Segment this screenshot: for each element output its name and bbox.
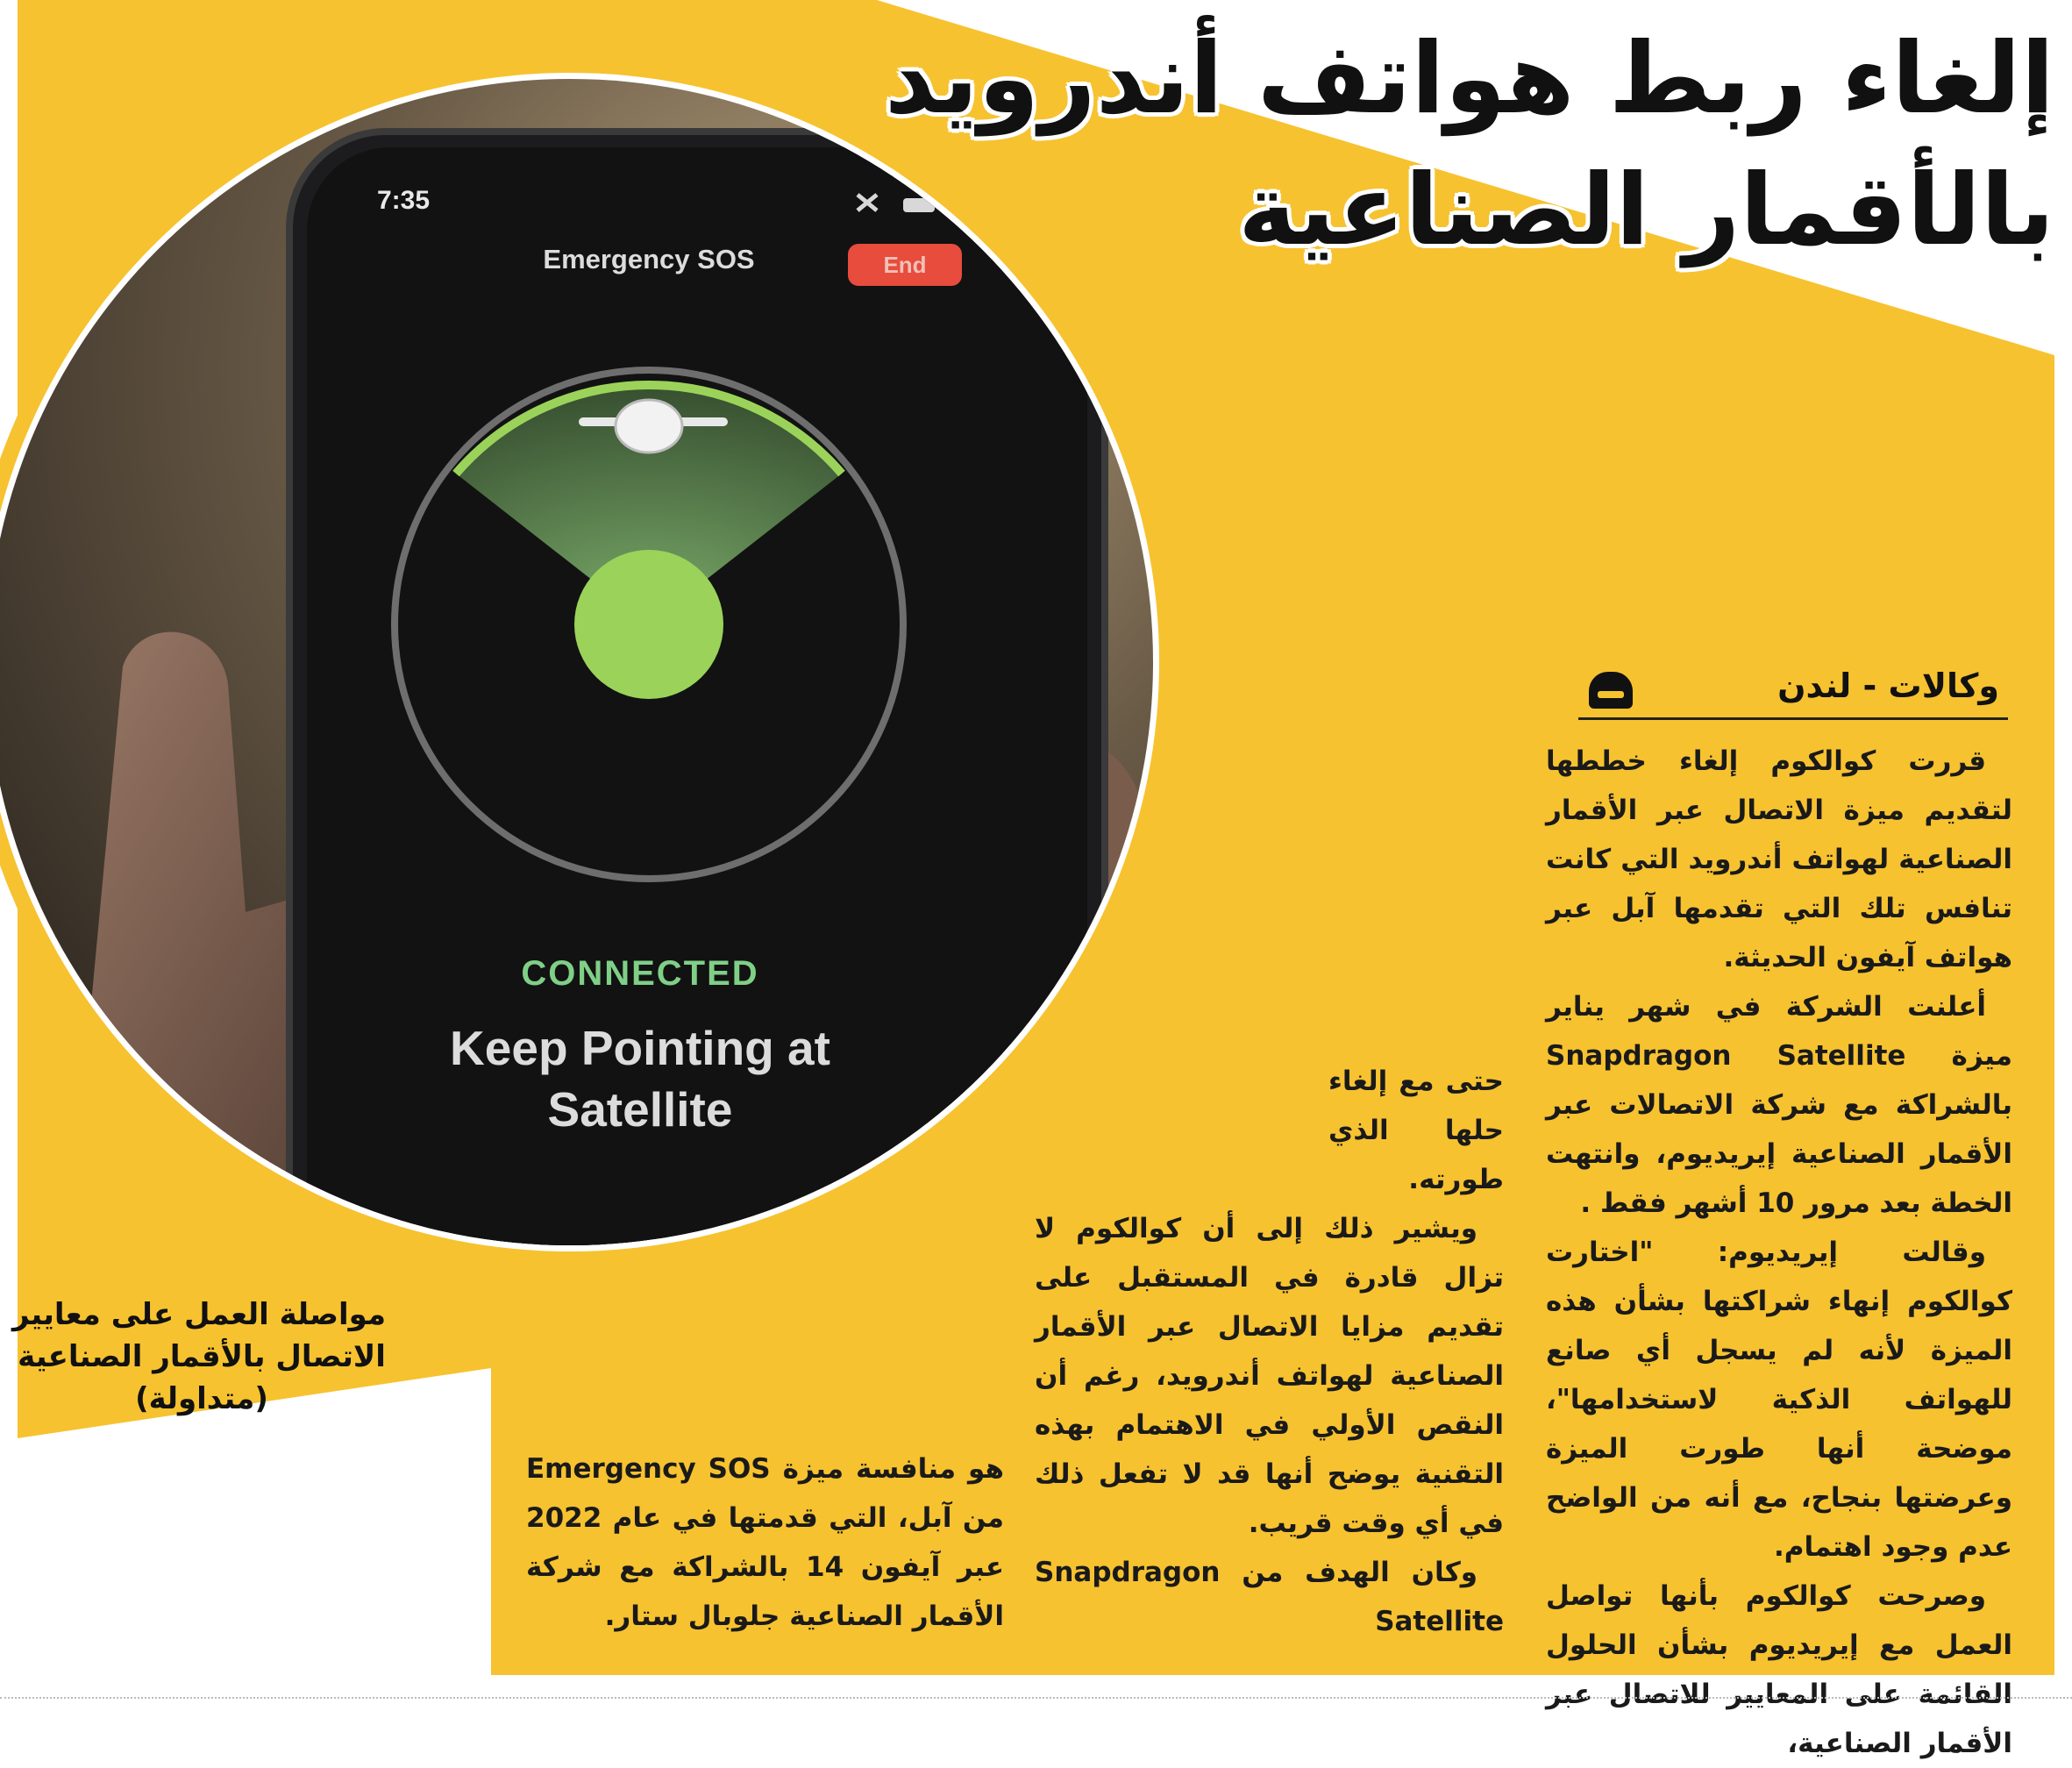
phone-message-line-1: Keep Pointing at bbox=[450, 1021, 830, 1075]
headline-line-1: إلغاء ربط هواتف أندرويد bbox=[884, 22, 2054, 136]
byline-text: وكالات - لندن bbox=[1777, 667, 1999, 705]
phone-message-line-2: Satellite bbox=[547, 1082, 733, 1137]
article-paragraph: وقالت إيريديوم: "اختارت كوالكوم إنهاء شراكتها بشأن هذه الميزة لأنه لم يسجل أي صانع للهواتف الذكية لاستخدامها"، موضحة أنها طورت الميزة وعرضتها بنجاح، مع أنه من الواضح عدم وجود اهتمام. bbox=[1546, 1237, 2012, 1563]
caption-line-1: مواصلة العمل على معايير bbox=[12, 1297, 386, 1332]
article-paragraph: حتى مع إلغاء حلها الذي طورته. bbox=[1328, 1066, 1504, 1195]
phone-status-time: 7:35 bbox=[377, 186, 431, 215]
article-paragraph: وصرحت كوالكوم بأنها تواصل العمل مع إيريديوم بشأن الحلول القائمة على المعايير للاتصال عبر الأقمار الصناعية، bbox=[1546, 1580, 2012, 1759]
byline bbox=[1578, 667, 2008, 720]
article-paragraph: ويشير ذلك إلى أن كوالكوم لا تزال قادرة في المستقبل على تقديم مزايا الاتصال عبر الأقمار الصناعية لهواتف أندرويد، رغم أن النقص الأولي في الاهتمام بهذه التقنية يوضح أنها قد لا تفعل ذلك في أي وقت قريب. bbox=[1035, 1213, 1504, 1539]
newspaper-logo-icon bbox=[1589, 672, 1633, 709]
article-column-3 bbox=[526, 1444, 1004, 1641]
headline-line-2: بالأقمار الصناعية bbox=[1238, 153, 2054, 267]
page-footer-divider bbox=[0, 1697, 2072, 1702]
article-paragraph: أعلنت الشركة في شهر يناير ميزة Snapdragon Satellite بالشراكة مع شركة الاتصالات عبر الأقمار الصناعية إيريديوم، وانتهت الخطة بعد مرور 10 أشهر فقط . bbox=[1546, 991, 2012, 1219]
phone-end-button: End bbox=[848, 244, 962, 286]
article-paragraph: قررت كوالكوم إلغاء خططها لتقديم ميزة الاتصال عبر الأقمار الصناعية لهواتف أندرويد التي كانت تنافس تلك التي تقدمها آبل عبر هواتف آيفون الحديثة. bbox=[1546, 745, 2012, 973]
headline bbox=[827, 13, 2054, 276]
photo-caption bbox=[12, 1294, 386, 1420]
caption-line-2: الاتصال بالأقمار الصناعية bbox=[18, 1339, 386, 1374]
phone-message bbox=[368, 1017, 912, 1140]
article-column-1 bbox=[1546, 737, 2012, 1768]
phone-connected-status: CONNECTED bbox=[521, 954, 759, 993]
article-paragraph: وكان الهدف من Snapdragon Satellite bbox=[1035, 1557, 1504, 1637]
caption-line-3: (متداولة) bbox=[135, 1381, 268, 1416]
article-paragraph: هو منافسة ميزة Emergency SOS من آبل، التي قدمتها في عام 2022 عبر آيفون 14 بالشراكة مع شركة الأقمار الصناعية جلوبال ستار. bbox=[526, 1453, 1004, 1632]
article-column-2 bbox=[1035, 1057, 1504, 1646]
phone-screen-title: Emergency SOS bbox=[543, 244, 755, 274]
